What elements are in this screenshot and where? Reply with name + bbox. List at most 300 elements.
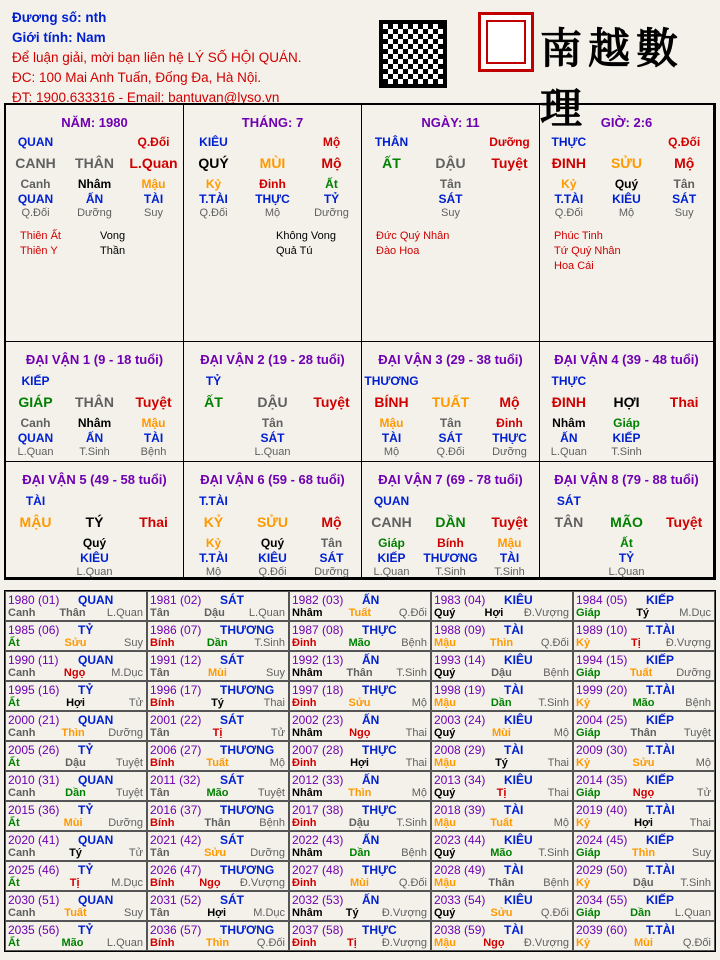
year-cell[interactable] <box>147 681 289 711</box>
year-cell[interactable] <box>573 831 715 861</box>
year-stage: Thai <box>689 817 711 829</box>
year-stage: Đ.Vượng <box>239 877 285 889</box>
dai-van-god-cell <box>421 374 480 388</box>
dai-van-hidden-cell: Ất <box>620 536 633 550</box>
pillar-hidden-cell: Đinh <box>259 177 286 191</box>
pillar-title: NGÀY: 11 <box>421 115 480 130</box>
dai-van-stem-cell: Tuyệt <box>666 514 703 530</box>
dai-van-stem-cell: ẤT <box>204 394 223 410</box>
dai-van-gods <box>540 431 713 445</box>
year-branch: Thân <box>59 607 86 619</box>
year-cell[interactable] <box>573 741 715 771</box>
year-god: THỰC <box>362 863 397 877</box>
pillar-extra-item: Không Vong <box>276 230 336 242</box>
year-stage: Dưỡng <box>108 727 143 739</box>
year-stage: M.Dục <box>679 607 711 619</box>
year-branch: Dần <box>206 637 228 649</box>
dai-van-stem-cell: BÍNH <box>374 394 409 410</box>
pillar-gods-cell: THỰC <box>255 192 290 206</box>
dai-van-hidden-cell: Nhâm <box>552 416 586 430</box>
dai-van-god-cell: TÀI <box>25 494 46 508</box>
year-cell[interactable] <box>431 801 573 831</box>
year-branch-row <box>150 757 285 769</box>
year-label: 2037 (58) <box>292 923 344 937</box>
year-branch-row <box>150 727 285 739</box>
dai-van-god-cell <box>655 494 713 508</box>
year-cell[interactable] <box>147 741 289 771</box>
dai-van-stage-cell: T.Sinh <box>611 446 642 458</box>
year-label: 1980 (01) <box>8 593 60 607</box>
year-cell[interactable] <box>573 711 715 741</box>
pillar-title: GIỜ: 2:6 <box>600 115 653 130</box>
year-stem: Mậu <box>434 697 456 709</box>
year-branch-row <box>8 787 143 799</box>
year-god: THƯƠNG <box>220 743 275 757</box>
dai-van-gods-cell: TÀI <box>499 551 520 565</box>
pillar-hidden-cell: Mậu <box>141 177 166 191</box>
pillar-stage-cell: Q.Đối <box>199 207 228 219</box>
dai-van-hidden-cell: Tân <box>261 416 284 430</box>
year-branch: Dậu <box>65 757 86 769</box>
year-branch-row <box>292 847 427 859</box>
pillar-stage-cell: Mộ <box>618 207 635 219</box>
year-branch: Sửu <box>64 637 87 649</box>
year-cell[interactable] <box>5 681 147 711</box>
pillar-top-cell: QUAN <box>17 135 54 149</box>
year-cell[interactable] <box>289 741 431 771</box>
dai-van-stem-cell: ĐINH <box>551 394 586 410</box>
year-cell[interactable] <box>573 621 715 651</box>
year-stem: Tân <box>150 847 170 859</box>
year-cell[interactable] <box>431 831 573 861</box>
dai-van-hidden-cell: Tân <box>439 416 462 430</box>
year-stage: Mộ <box>269 757 285 769</box>
dai-van-hidden <box>540 416 713 430</box>
year-stem: Đinh <box>292 937 317 949</box>
year-stage: Đ.Vượng <box>665 637 711 649</box>
pillar-top-cell <box>421 135 480 149</box>
year-cell[interactable] <box>5 921 147 951</box>
year-cell[interactable] <box>289 801 431 831</box>
dai-van-god-cell: QUAN <box>373 494 410 508</box>
year-branch-row <box>434 697 569 709</box>
year-stem: Ất <box>8 697 20 709</box>
year-stage: Bệnh <box>401 847 427 859</box>
year-branch-row <box>292 727 427 739</box>
year-branch: Mão <box>490 847 513 859</box>
dai-van-stem-cell: DẦN <box>435 514 466 530</box>
year-stage: Tử <box>128 847 143 859</box>
year-branch: Thân <box>488 877 515 889</box>
dai-van-stage-cell <box>124 566 183 578</box>
dai-van-god-cell <box>65 374 124 388</box>
year-cell[interactable] <box>431 891 573 921</box>
year-branch: Tý <box>495 757 508 769</box>
pillar-stage-cell: Mộ <box>264 207 281 219</box>
pillar-gods-cell: ẤN <box>85 192 104 206</box>
year-cell[interactable] <box>5 621 147 651</box>
year-stage: Đ.Vượng <box>523 607 569 619</box>
dai-van-stem <box>362 514 539 530</box>
year-god: SÁT <box>220 773 244 787</box>
pillar-stem-cell: Mộ <box>674 155 695 171</box>
year-stage: L.Quan <box>106 607 143 619</box>
year-label: 2021 (42) <box>150 833 202 847</box>
year-label: 1985 (06) <box>8 623 60 637</box>
year-cell[interactable] <box>573 771 715 801</box>
year-god: ẤN <box>362 653 380 667</box>
year-label: 2011 (32) <box>150 773 201 787</box>
year-branch-row <box>150 637 285 649</box>
year-god: QUAN <box>78 893 114 907</box>
dai-van-gods-cell: TÀI <box>381 431 402 445</box>
year-stage: Mộ <box>553 727 569 739</box>
year-branch-row <box>576 667 711 679</box>
year-stage: Đ.Vượng <box>381 937 427 949</box>
year-label: 2032 (53) <box>292 893 344 907</box>
year-branch: Tuất <box>348 607 371 619</box>
year-cell[interactable] <box>431 741 573 771</box>
year-stage: M.Dục <box>111 877 143 889</box>
year-branch-row <box>576 757 711 769</box>
year-cell[interactable] <box>289 771 431 801</box>
year-cell[interactable] <box>147 921 289 951</box>
year-branch-row <box>292 787 427 799</box>
dai-van-hidden-cell: Quý <box>260 536 285 550</box>
owner-name: Đương số: nth <box>12 10 107 25</box>
year-label: 1983 (04) <box>434 593 486 607</box>
year-branch: Mão <box>632 697 655 709</box>
year-label: 2031 (52) <box>150 893 202 907</box>
year-cell[interactable] <box>431 771 573 801</box>
year-label: 1999 (20) <box>576 683 628 697</box>
year-god: KIÊU <box>504 653 533 667</box>
year-branch: Tị <box>631 637 641 649</box>
year-cell[interactable] <box>431 591 573 621</box>
dai-van-hidden-cell: Đinh <box>496 416 523 430</box>
pillar-top-cell <box>243 135 302 149</box>
chart-grid <box>4 103 716 580</box>
year-god: TỶ <box>78 803 94 817</box>
year-branch: Mùi <box>63 817 83 829</box>
year-cell[interactable] <box>573 801 715 831</box>
year-cell[interactable] <box>147 861 289 891</box>
year-cell[interactable] <box>5 651 147 681</box>
year-cell[interactable] <box>147 771 289 801</box>
year-cell[interactable] <box>147 801 289 831</box>
year-stem: Ất <box>8 937 20 949</box>
year-cell[interactable] <box>147 831 289 861</box>
year-god: SÁT <box>220 893 244 907</box>
year-stage: Suy <box>124 907 143 919</box>
year-branch: Tuất <box>629 667 653 679</box>
year-stage: T.Sinh <box>396 817 427 829</box>
year-cell[interactable] <box>431 681 573 711</box>
year-stem: Canh <box>8 787 36 799</box>
dai-van-stem-cell: Mộ <box>499 394 520 410</box>
year-stage: Dưỡng <box>676 667 711 679</box>
year-branch-row <box>576 877 711 889</box>
year-branch: Tị <box>69 877 80 889</box>
year-branch: Ngọ <box>63 667 86 679</box>
year-cell[interactable] <box>289 591 431 621</box>
year-god: QUAN <box>78 593 114 607</box>
year-branch: Sửu <box>632 757 655 769</box>
dai-van-stage-cell <box>655 446 713 458</box>
year-stem: Đinh <box>292 877 317 889</box>
year-cell[interactable] <box>147 891 289 921</box>
year-label: 2039 (60) <box>576 923 628 937</box>
year-stage: Q.Đối <box>540 907 569 919</box>
year-stage: Mộ <box>411 787 427 799</box>
year-label: 1982 (03) <box>292 593 344 607</box>
year-stage: Suy <box>266 667 285 679</box>
year-god: QUAN <box>78 713 114 727</box>
dai-van-god <box>184 374 361 388</box>
year-cell[interactable] <box>289 831 431 861</box>
year-branch: Hợi <box>634 817 653 829</box>
dai-van-hidden-cell: Kỷ <box>205 536 222 550</box>
dai-van-hidden <box>362 536 539 550</box>
year-branch: Dậu <box>204 607 225 619</box>
year-label: 2022 (43) <box>292 833 344 847</box>
year-branch-row <box>150 847 285 859</box>
dai-van-hidden-cell <box>6 536 65 550</box>
year-cell[interactable] <box>147 651 289 681</box>
year-label: 1986 (07) <box>150 623 202 637</box>
dai-van-god-cell <box>480 494 539 508</box>
year-cell[interactable] <box>5 861 147 891</box>
year-cell[interactable] <box>573 891 715 921</box>
year-stem: Kỷ <box>576 817 591 829</box>
year-stage: Thai <box>547 757 569 769</box>
pillar-stem-cell: QUÝ <box>198 155 229 171</box>
year-branch-row <box>292 817 427 829</box>
year-god: QUAN <box>78 833 114 847</box>
pillar-gods-cell: TỶ <box>323 192 340 206</box>
year-cell[interactable] <box>147 591 289 621</box>
pillar-stage-cell: Suy <box>674 207 694 219</box>
pillar-stage-cell <box>480 207 539 219</box>
pillar-stem-cell: ẤT <box>382 155 401 171</box>
year-cell[interactable] <box>5 771 147 801</box>
year-branch: Sửu <box>204 847 227 859</box>
year-god: TÀI <box>504 923 524 937</box>
year-cell[interactable] <box>289 681 431 711</box>
pillar-gods <box>184 192 361 206</box>
pillar-top-cell: Mộ <box>322 135 341 149</box>
year-stem: Mậu <box>434 877 456 889</box>
pillar-stem <box>6 155 183 171</box>
year-cell[interactable] <box>5 711 147 741</box>
year-stem: Bính <box>150 877 175 889</box>
dai-van-stage-cell: Dưỡng <box>492 446 527 458</box>
year-label: 1992 (13) <box>292 653 344 667</box>
dai-van-hidden <box>540 536 713 550</box>
year-god: QUAN <box>78 773 114 787</box>
dai-van-gods <box>184 551 361 565</box>
year-cell[interactable] <box>573 651 715 681</box>
year-branch-row <box>292 637 427 649</box>
year-stem: Ất <box>8 817 20 829</box>
year-stem: Canh <box>8 907 36 919</box>
pillar-top-cell: Q.Đối <box>137 135 170 149</box>
dai-van-stage <box>362 566 539 578</box>
pillar-hidden-cell: Nhâm <box>77 177 112 191</box>
year-cell[interactable] <box>5 831 147 861</box>
dai-van-title: ĐẠI VẬN 8 (79 - 88 tuổi) <box>554 472 699 487</box>
dai-van-stem-cell: Tuyệt <box>313 394 350 410</box>
dai-van-god-cell: THỰC <box>551 374 587 388</box>
pillar-hidden-cell: Kỷ <box>205 177 222 191</box>
year-god: KIẾP <box>646 593 675 607</box>
year-branch: Sửu <box>490 907 513 919</box>
year-label: 2006 (27) <box>150 743 202 757</box>
year-cell[interactable] <box>289 921 431 951</box>
pillar-stage-cell: Q.Đối <box>554 207 583 219</box>
dai-van-hidden-cell: Mậu <box>141 416 166 430</box>
pillar-top <box>184 135 361 149</box>
qr-code-icon[interactable] <box>379 20 447 88</box>
dai-van-stem-cell: DẬU <box>257 394 288 410</box>
dai-van-hidden-cell: Bính <box>437 536 464 550</box>
dai-van-god-cell <box>243 494 302 508</box>
year-stem: Ất <box>8 637 20 649</box>
pillar-stage <box>362 207 539 219</box>
dai-van-8 <box>540 462 714 578</box>
year-label: 2018 (39) <box>434 803 486 817</box>
year-cell[interactable] <box>289 621 431 651</box>
dai-van-gods-cell: THỰC <box>492 431 527 445</box>
dai-van-god-cell: T.TÀI <box>199 494 228 508</box>
pillar-gods-cell: TÀI <box>143 192 164 206</box>
year-branch: Dần <box>65 787 86 799</box>
dai-van-stem-cell: Thai <box>139 514 168 530</box>
year-cell[interactable] <box>573 921 715 951</box>
year-branch: Ngọ <box>632 787 655 799</box>
year-stage: Tuyệt <box>115 787 143 799</box>
year-label: 2038 (59) <box>434 923 486 937</box>
year-branch: Tị <box>496 787 507 799</box>
year-stem: Kỷ <box>576 757 591 769</box>
pillar-gods-cell: QUAN <box>17 192 54 206</box>
year-label: 1995 (16) <box>8 683 60 697</box>
year-branch-row <box>576 847 711 859</box>
year-cell[interactable] <box>289 651 431 681</box>
year-stage: Q.Đối <box>256 937 285 949</box>
year-label: 2033 (54) <box>434 893 486 907</box>
year-cell[interactable] <box>5 801 147 831</box>
year-cell[interactable] <box>573 861 715 891</box>
year-cell[interactable] <box>147 711 289 741</box>
pillar-gods <box>362 192 539 206</box>
year-god: T.TÀI <box>646 743 675 757</box>
year-cell[interactable] <box>147 621 289 651</box>
pillar-hidden-cell <box>362 177 421 191</box>
dai-van-stem-cell: Thai <box>669 394 699 410</box>
year-branch: Hợi <box>484 607 504 619</box>
year-cell[interactable] <box>289 891 431 921</box>
year-cell[interactable] <box>5 591 147 621</box>
dai-van-stem-cell: GIÁP <box>18 394 53 410</box>
year-stage: Dưỡng <box>108 817 143 829</box>
year-branch-row <box>434 607 569 619</box>
pillar-stem-cell: L.Quan <box>129 155 178 171</box>
year-stem: Bính <box>150 937 175 949</box>
year-branch-row <box>576 727 711 739</box>
pillar-title: NĂM: 1980 <box>61 115 128 130</box>
dai-van-stage-cell <box>184 446 243 458</box>
year-stage: T.Sinh <box>396 667 427 679</box>
dai-van-stem-cell: KỶ <box>203 514 224 530</box>
year-cell[interactable] <box>431 711 573 741</box>
dai-van-gods-cell <box>655 551 713 565</box>
year-cell[interactable] <box>5 741 147 771</box>
year-cell[interactable] <box>431 861 573 891</box>
year-stem: Mậu <box>434 637 456 649</box>
year-cell[interactable] <box>431 921 573 951</box>
year-cell[interactable] <box>431 651 573 681</box>
dai-van-gods-cell: KIẾP <box>612 431 641 445</box>
year-label: 2002 (23) <box>292 713 344 727</box>
year-god: THỰC <box>362 743 397 757</box>
year-branch: Tị <box>347 937 357 949</box>
year-stem: Tân <box>150 727 170 739</box>
year-branch-row <box>8 907 143 919</box>
year-god: SÁT <box>220 713 244 727</box>
dai-van-3 <box>362 342 540 462</box>
year-cell[interactable] <box>431 621 573 651</box>
year-cell[interactable] <box>5 891 147 921</box>
dai-van-god <box>362 374 539 388</box>
year-label: 2023 (44) <box>434 833 486 847</box>
year-branch: Tý <box>69 847 82 859</box>
year-god: TỶ <box>78 743 94 757</box>
pillar-extra <box>276 229 336 259</box>
phone-email[interactable]: ĐT: 1900.633316 - Email: bantuvan@lyso.vn <box>12 90 280 105</box>
dai-van-hidden-cell: Canh <box>20 416 51 430</box>
year-cell[interactable] <box>289 861 431 891</box>
dai-van-hidden-cell <box>655 536 713 550</box>
dai-van-god <box>540 494 713 508</box>
year-label: 2036 (57) <box>150 923 202 937</box>
year-branch-row <box>292 607 427 619</box>
year-branch: Thìn <box>631 847 656 859</box>
pillar-hidden-cell: Kỷ <box>561 177 577 191</box>
year-stage: L.Quan <box>248 607 285 619</box>
year-branch: Mão <box>348 637 371 649</box>
dai-van-stage-cell <box>6 566 65 578</box>
year-cell[interactable] <box>573 591 715 621</box>
year-branch-row <box>150 667 285 679</box>
dai-van-god-cell <box>421 494 480 508</box>
year-branch: Thìn <box>205 937 230 949</box>
dai-van-stage <box>540 446 713 458</box>
year-stem: Quý <box>434 847 456 859</box>
dai-van-stage <box>6 566 183 578</box>
year-branch-row <box>8 817 143 829</box>
pillar-gods-cell: SÁT <box>438 192 463 206</box>
year-stage: Suy <box>124 637 143 649</box>
pillar-stage <box>540 207 713 219</box>
year-branch: Dần <box>630 907 651 919</box>
year-stage: Tử <box>696 787 711 799</box>
year-branch: Tuất <box>64 907 87 919</box>
year-cell[interactable] <box>289 711 431 741</box>
year-god: T.TÀI <box>646 863 675 877</box>
year-cell[interactable] <box>573 681 715 711</box>
pillar-stem-cell: CANH <box>15 155 56 171</box>
